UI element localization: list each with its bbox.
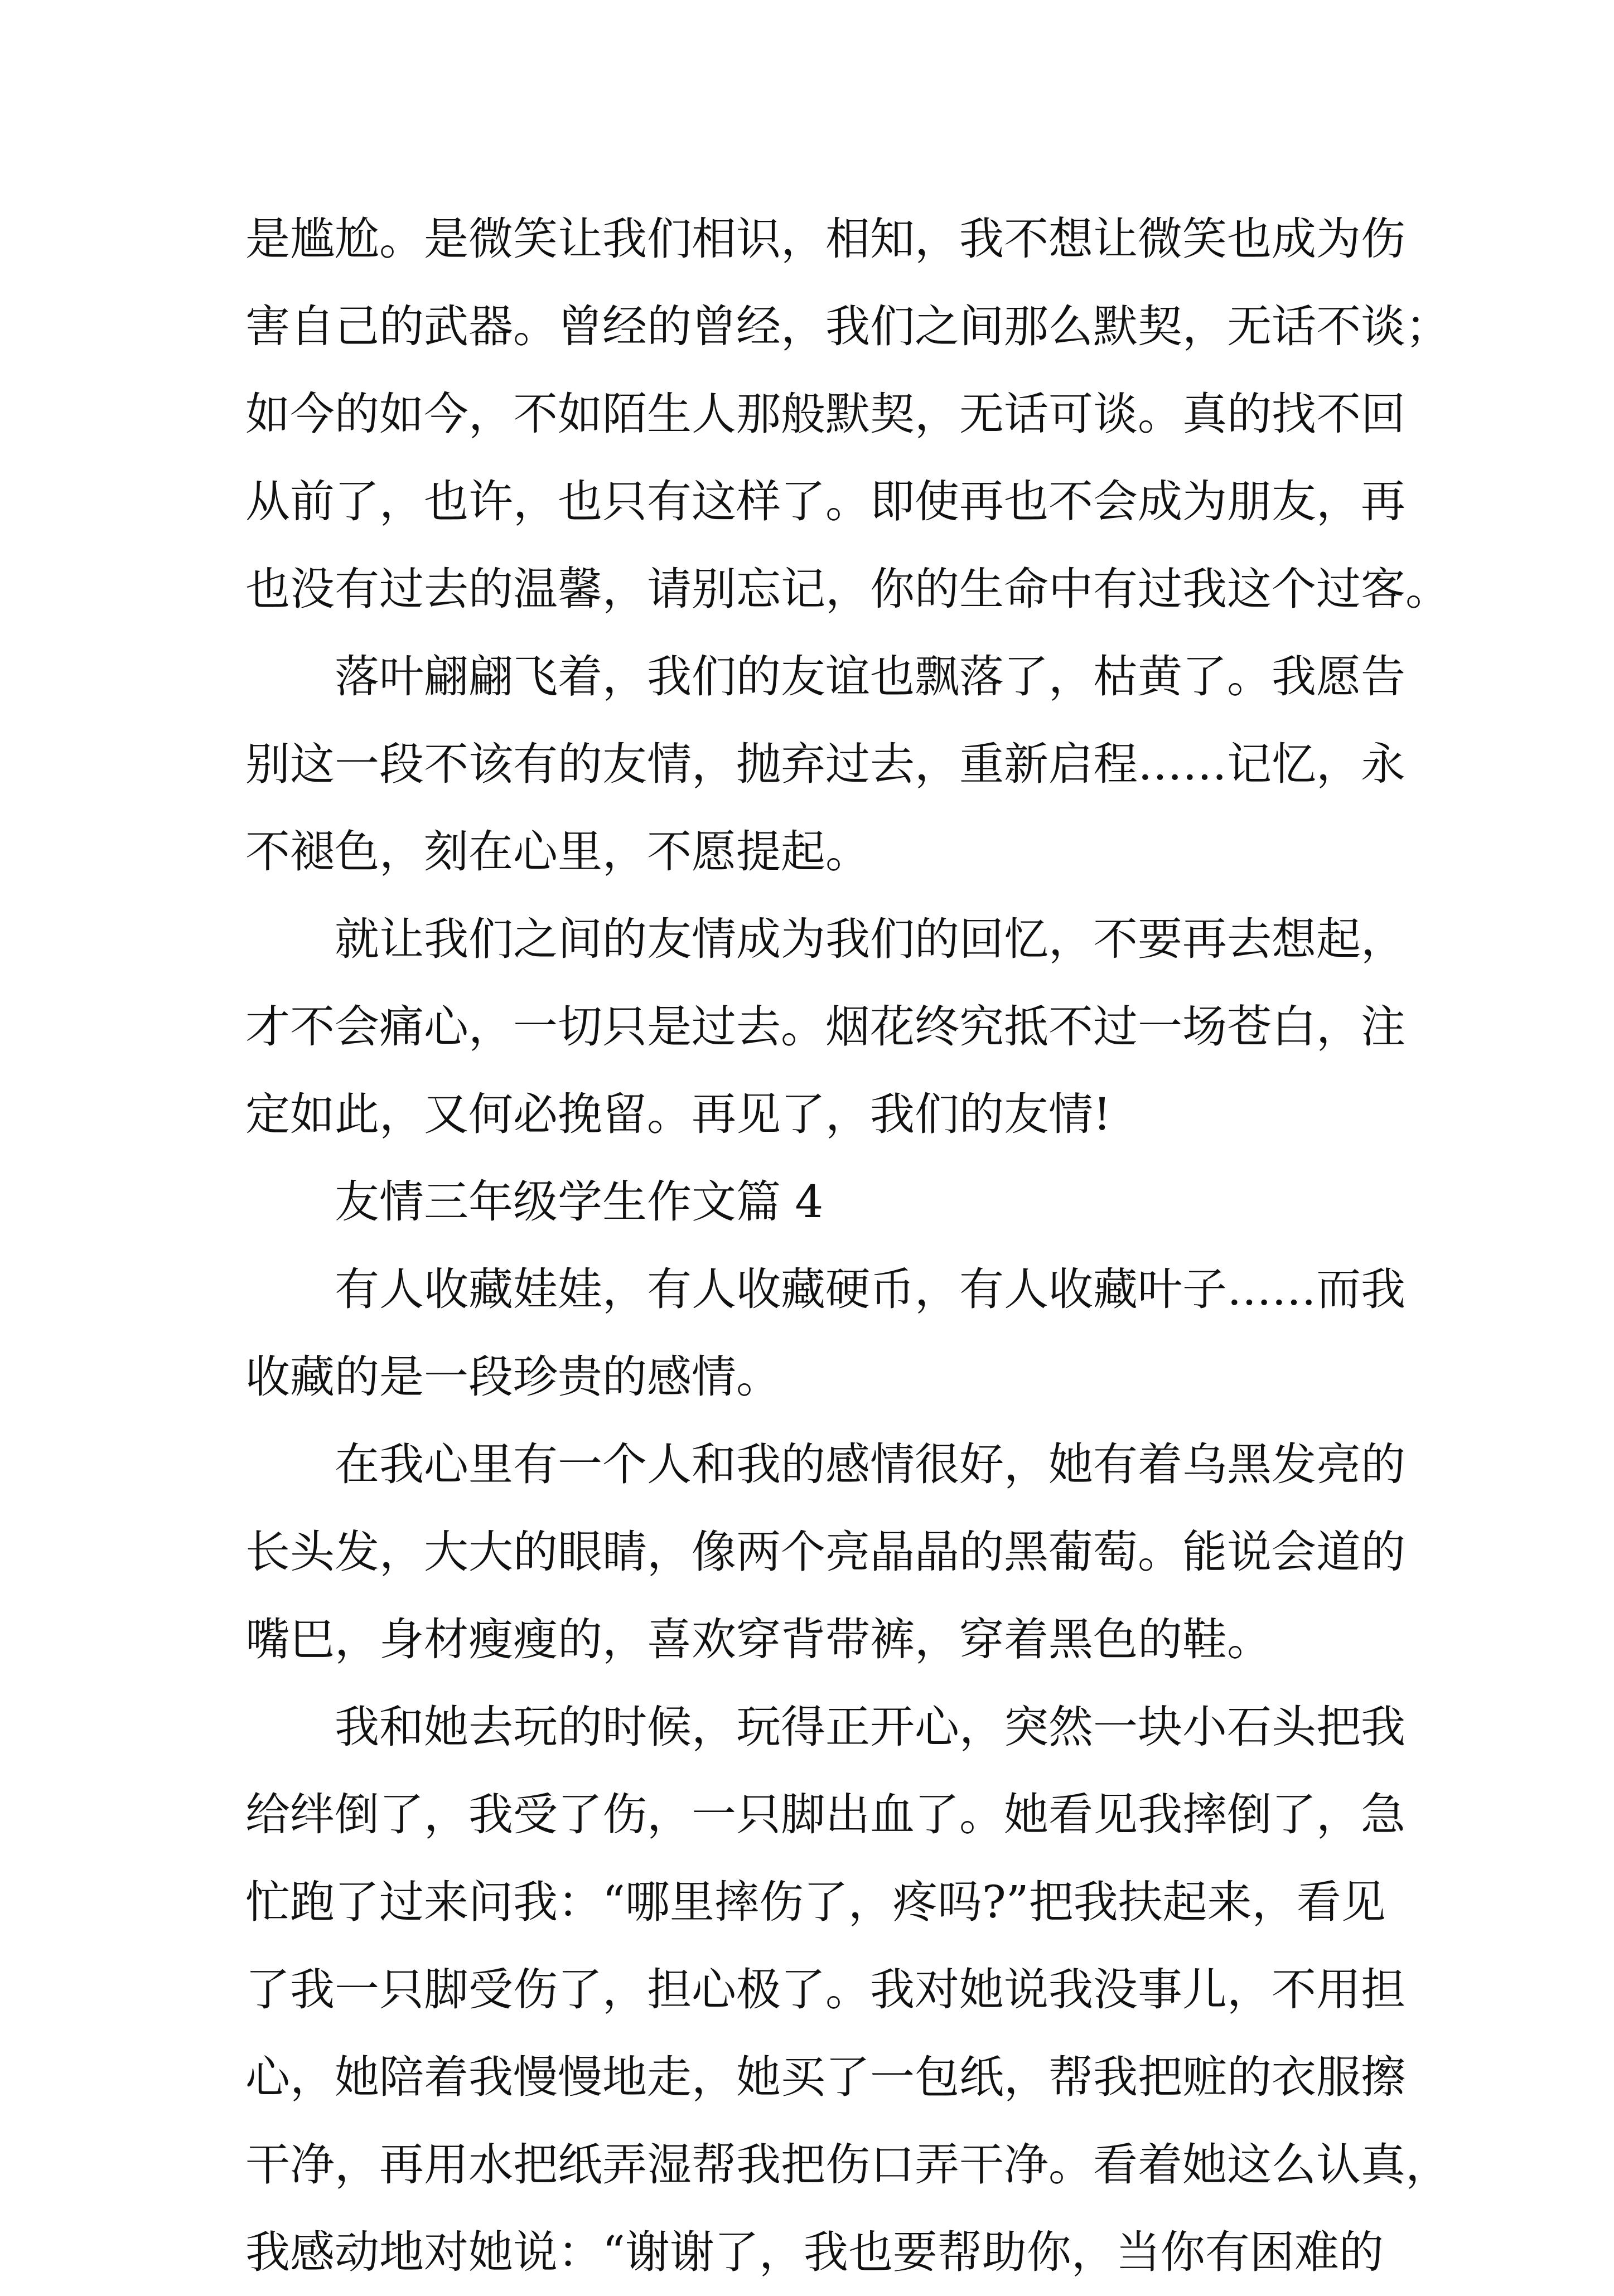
text-line: 收藏的是一段珍贵的感情。 — [245, 1351, 781, 1403]
text-line: 给绊倒了，我受了伤，一只脚出血了。她看见我摔倒了，急 — [245, 1789, 1405, 1840]
paragraph-first-line: 落叶翩翩飞着，我们的友谊也飘落了，枯黄了。我愿告 — [335, 651, 1405, 703]
text-line: 干净，再用水把纸弄湿帮我把伤口弄干净。看着她这么认真， — [245, 2139, 1450, 2191]
text-line: 是尴尬。是微笑让我们相识，相知，我不想让微笑也成为伤 — [245, 213, 1405, 265]
paragraph-first-line: 有人收藏娃娃，有人收藏硬币，有人收藏叶子……而我 — [335, 1263, 1405, 1315]
text-line: 从前了，也许，也只有这样了。即使再也不会成为朋友，再 — [245, 476, 1405, 527]
paragraph-first-line: 友情三年级学生作文篇 4 — [335, 1176, 824, 1228]
paragraph-first-line: 就让我们之间的友情成为我们的回忆，不要再去想起， — [335, 913, 1405, 965]
text-line: 不褪色，刻在心里，不愿提起。 — [245, 826, 870, 878]
text-line: 忙跑了过来问我：“哪里摔伤了，疼吗?”把我扶起来，看见 — [245, 1876, 1386, 1928]
text-line: 才不会痛心，一切只是过去。烟花终究抵不过一场苍白，注 — [245, 1001, 1405, 1053]
paragraph-first-line: 在我心里有一个人和我的感情很好，她有着乌黑发亮的 — [335, 1438, 1405, 1490]
text-line: 嘴巴，身材瘦瘦的，喜欢穿背带裤，穿着黑色的鞋。 — [245, 1614, 1272, 1665]
document-body — [245, 195, 1450, 2296]
text-line: 害自己的武器。曾经的曾经，我们之间那么默契，无话不谈； — [245, 301, 1450, 352]
text-line: 心，她陪着我慢慢地走，她买了一包纸，帮我把赃的衣服擦 — [245, 2051, 1405, 2103]
text-line: 了我一只脚受伤了，担心极了。我对她说我没事儿，不用担 — [245, 1964, 1405, 2016]
text-line: 别这一段不该有的友情，抛弃过去，重新启程……记忆，永 — [245, 738, 1405, 790]
text-line: 如今的如今，不如陌生人那般默契，无话可谈。真的找不回 — [245, 388, 1405, 440]
text-line: 我感动地对她说：“谢谢了，我也要帮助你，当你有困难的 — [245, 2226, 1384, 2278]
text-line: 也没有过去的温馨，请别忘记，你的生命中有过我这个过客。 — [245, 563, 1450, 615]
text-line: 长头发，大大的眼睛，像两个亮晶晶的黑葡萄。能说会道的 — [245, 1526, 1405, 1578]
paragraph-first-line: 我和她去玩的时候，玩得正开心，突然一块小石头把我 — [335, 1701, 1405, 1753]
text-line: 定如此，又何必挽留。再见了，我们的友情! — [245, 1088, 1112, 1140]
